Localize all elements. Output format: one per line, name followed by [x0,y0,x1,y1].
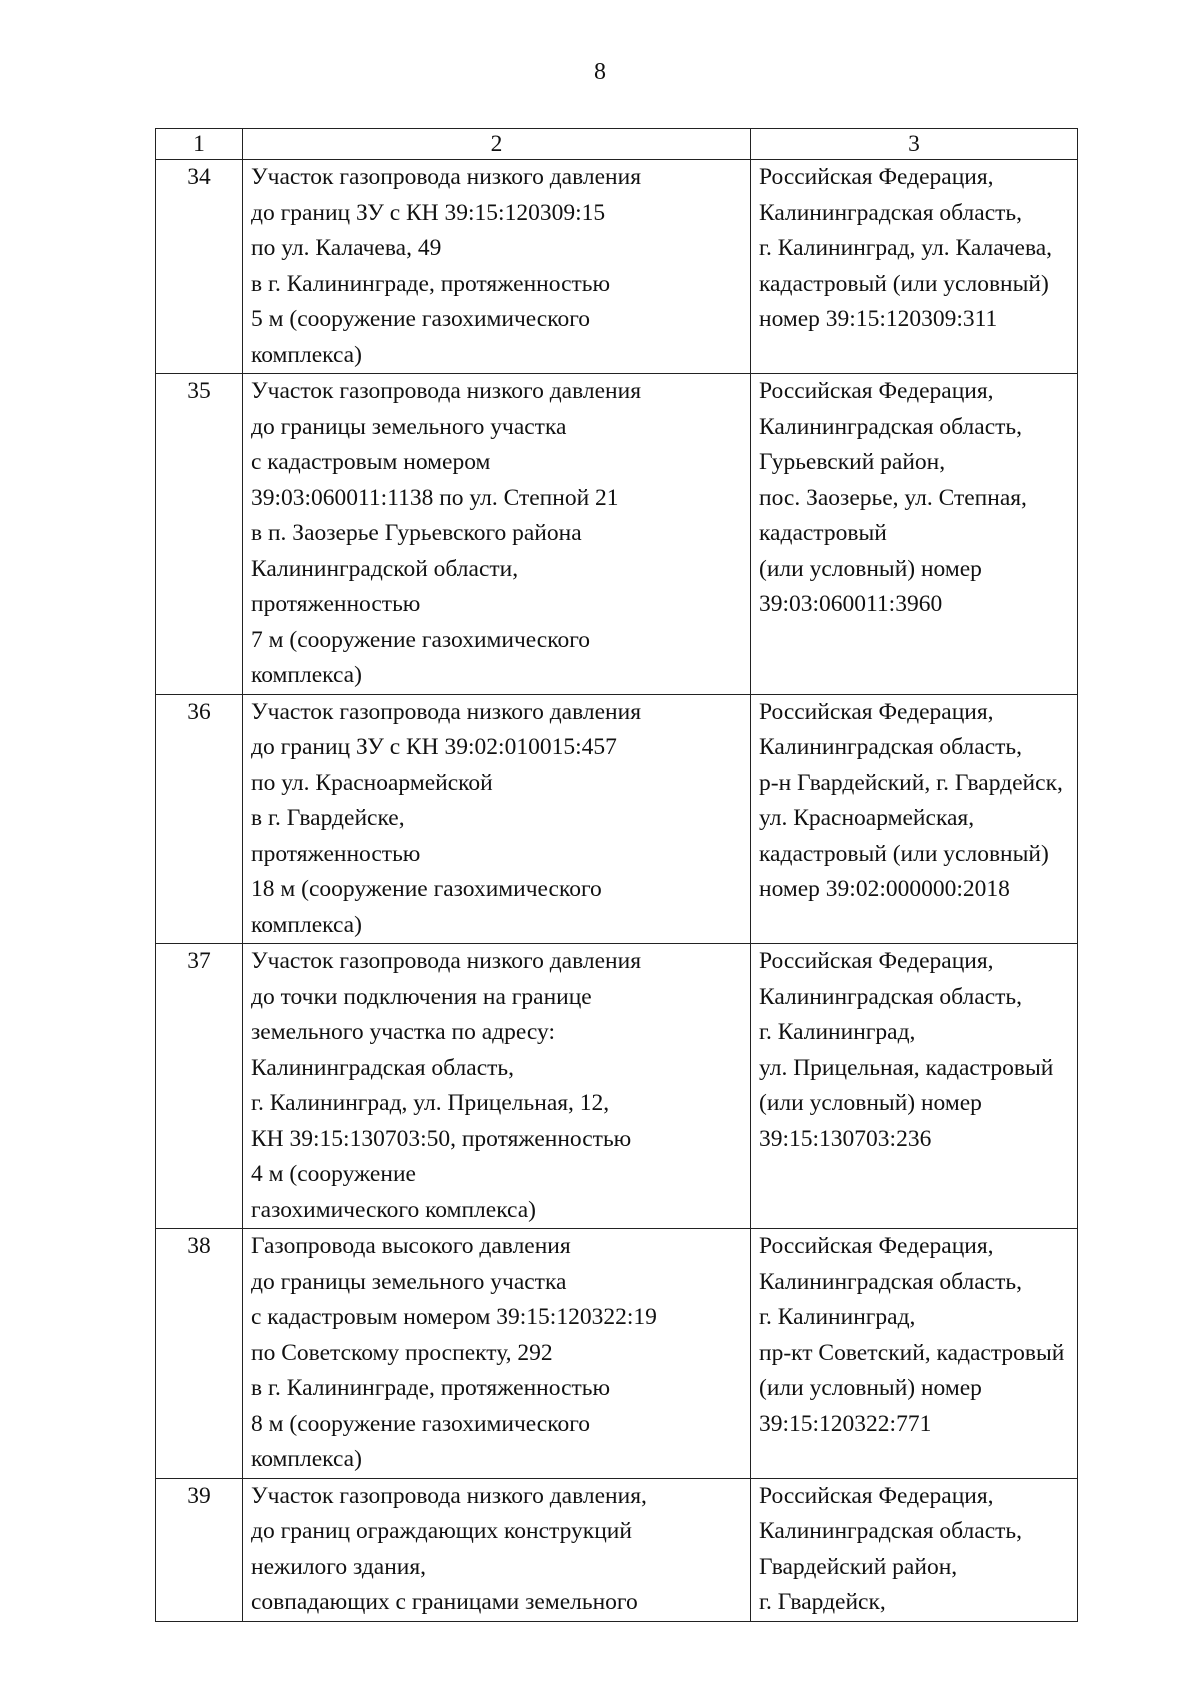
page-number: 8 [594,59,606,85]
address-line: Гвардейский район, [759,1553,958,1580]
address-line: (или условный) номер [759,1375,982,1401]
address-line: Калининградская область, [759,199,1022,226]
address-line: ул. Красноармейская, [759,805,975,831]
description-line: до границ ограждающих конструкций [251,1518,632,1544]
address-line: кадастровый [759,520,887,546]
description-line: до границы земельного участка [251,413,567,440]
description-line: комплекса) [251,341,362,368]
address-line: номер 39:15:120309:311 [759,306,998,332]
address-line: Российская Федерация, [759,378,994,404]
table-header-row [156,129,1078,160]
table-row [156,944,1078,1229]
address-line: г. Гвардейск, [759,1589,886,1615]
address-line: Калининградская область, [759,413,1022,440]
description-line: Участок газопровода низкого давления [251,948,642,974]
description-line: 7 м (сооружение газохимического [251,626,591,653]
table-body [156,160,1078,1622]
property-registry-table [155,128,1078,1622]
description-line: Калининградской области, [251,555,519,582]
description-line: с кадастровым номером 39:15:120322:19 [251,1304,657,1330]
column-header-number: 1 [156,129,243,160]
object-address-cell [751,1478,1078,1621]
row-number: 36 [156,694,243,944]
object-address-cell [751,1229,1078,1479]
object-description-cell [243,160,751,374]
address-line: номер 39:02:000000:2018 [759,876,1010,902]
description-line: Участок газопровода низкого давления [251,378,642,404]
row-number: 37 [156,944,243,1229]
table-row [156,694,1078,944]
description-line: комплекса) [251,911,362,938]
address-line: Российская Федерация, [759,1233,994,1259]
address-line: Российская Федерация, [759,164,994,190]
description-line: г. Калининград, ул. Прицельная, 12, [251,1090,610,1116]
description-line: земельного участка по адресу: [251,1019,555,1045]
address-line: Гурьевский район, [759,449,946,475]
description-line: протяженностью [251,840,421,867]
row-number: 34 [156,160,243,374]
description-line: Участок газопровода низкого давления, [251,1482,647,1509]
table-row [156,160,1078,374]
address-line: 39:03:060011:3960 [759,591,943,617]
address-line: 39:15:130703:236 [759,1125,932,1152]
row-number: 38 [156,1229,243,1479]
description-line: по ул. Калачева, 49 [251,235,442,261]
object-description-cell [243,1229,751,1479]
description-line: в п. Заозерье Гурьевского района [251,520,582,546]
description-line: совпадающих с границами земельного [251,1589,638,1615]
table-row [156,1478,1078,1621]
address-line: г. Калининград, [759,1304,916,1330]
column-header-address: 3 [751,129,1078,160]
address-line: (или условный) номер [759,1090,982,1116]
description-line: по Советскому проспекту, 292 [251,1339,553,1366]
object-address-cell [751,944,1078,1229]
address-line: р-н Гвардейский, г. Гвардейск, [759,769,1063,796]
description-line: с кадастровым номером [251,449,491,475]
address-line: Калининградская область, [759,1268,1022,1295]
description-line: 4 м (сооружение [251,1161,416,1187]
address-line: кадастровый (или условный) [759,840,1049,867]
address-line: г. Калининград, ул. Калачева, [759,235,1053,261]
object-description-cell [243,694,751,944]
address-line: (или условный) номер [759,555,982,582]
address-line: кадастровый (или условный) [759,270,1049,297]
description-line: Участок газопровода низкого давления [251,698,642,725]
description-line: 5 м (сооружение газохимического [251,306,591,332]
description-line: по ул. Красноармейской [251,769,493,796]
object-address-cell [751,374,1078,695]
description-line: до границы земельного участка [251,1268,567,1295]
description-line: Газопровода высокого давления [251,1233,571,1259]
description-line: до границ ЗУ с КН 39:02:010015:457 [251,734,617,760]
description-line: в г. Калининграде, протяженностью [251,1375,611,1401]
address-line: 39:15:120322:771 [759,1410,932,1437]
address-line: пос. Заозерье, ул. Степная, [759,484,1027,511]
description-line: 18 м (сооружение газохимического [251,876,602,902]
address-line: Российская Федерация, [759,1482,994,1509]
address-line: Российская Федерация, [759,948,994,974]
object-description-cell [243,1478,751,1621]
description-line: протяженностью [251,591,421,617]
address-line: Российская Федерация, [759,698,994,725]
address-line: пр-кт Советский, кадастровый [759,1339,1065,1366]
description-line: комплекса) [251,662,362,688]
address-line: Калининградская область, [759,983,1022,1010]
description-line: 8 м (сооружение газохимического [251,1410,591,1437]
table-row [156,1229,1078,1479]
row-number: 35 [156,374,243,695]
description-line: 39:03:060011:1138 по ул. Степной 21 [251,484,619,511]
description-line: до точки подключения на границе [251,983,592,1010]
description-line: в г. Гвардейске, [251,805,405,831]
object-address-cell [751,160,1078,374]
description-line: до границ ЗУ с КН 39:15:120309:15 [251,199,606,226]
description-line: Калининградская область, [251,1054,514,1081]
description-line: КН 39:15:130703:50, протяженностью [251,1125,632,1152]
description-line: в г. Калининграде, протяженностью [251,270,611,297]
description-line: комплекса) [251,1446,362,1472]
object-address-cell [751,694,1078,944]
column-header-description: 2 [243,129,751,160]
object-description-cell [243,374,751,695]
address-line: г. Калининград, [759,1019,916,1045]
description-line: нежилого здания, [251,1553,427,1580]
table-row [156,374,1078,695]
address-line: Калининградская область, [759,1518,1022,1544]
description-line: газохимического комплекса) [251,1196,537,1223]
address-line: Калининградская область, [759,734,1022,760]
description-line: Участок газопровода низкого давления [251,164,642,190]
address-line: ул. Прицельная, кадастровый [759,1054,1054,1081]
row-number: 39 [156,1478,243,1621]
object-description-cell [243,944,751,1229]
